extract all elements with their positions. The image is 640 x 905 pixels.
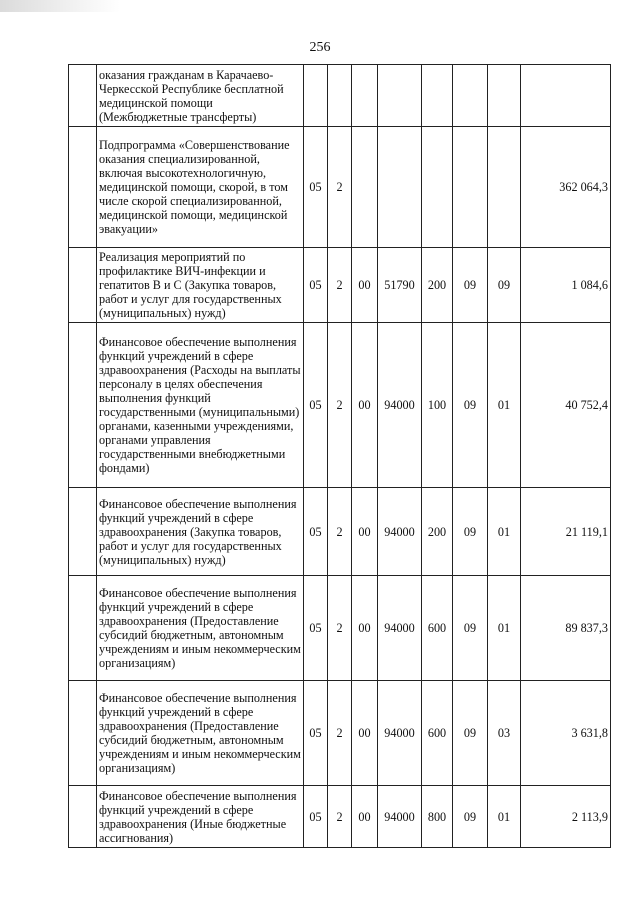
amount-cell: 21 119,1 (521, 488, 611, 576)
row-number-cell (69, 786, 97, 848)
row-name: Финансовое обеспечение выполнения функций учреждений в сфере здравоохранения (Закупка товаров, работ и услуг для государственных (муниципальных) нужд) (97, 488, 304, 576)
table-row (69, 127, 611, 248)
code-cell: 600 (422, 681, 453, 786)
amount-cell: 89 837,3 (521, 576, 611, 681)
table-row (69, 65, 611, 127)
table-row (69, 681, 611, 786)
amount-cell (521, 65, 611, 127)
row-number-cell (69, 248, 97, 323)
code-cell: 09 (453, 786, 488, 848)
code-cell (488, 65, 521, 127)
code-cell: 03 (488, 681, 521, 786)
code-cell: 05 (304, 681, 328, 786)
code-cell: 100 (422, 323, 453, 488)
row-name: Финансовое обеспечение выполнения функций учреждений в сфере здравоохранения (Предоставление субсидий бюджетным, автономным учреждениям и иным некоммерческим организациям) (97, 576, 304, 681)
budget-table (68, 64, 611, 848)
row-name: Реализация мероприятий по профилактике ВИЧ-инфекции и гепатитов В и С (Закупка товаров, работ и услуг для государственных (муниципальных) нужд) (97, 248, 304, 323)
code-cell: 94000 (378, 576, 422, 681)
row-name: оказания гражданам в Карачаево-Черкесской Республике бесплатной медицинской помощи (Межбюджетные трансферты) (97, 65, 304, 127)
page-number: 256 (309, 40, 331, 55)
code-cell: 01 (488, 786, 521, 848)
code-cell: 600 (422, 576, 453, 681)
row-name: Финансовое обеспечение выполнения функций учреждений в сфере здравоохранения (Иные бюджетные ассигнования) (97, 786, 304, 848)
table-row (69, 576, 611, 681)
code-cell: 05 (304, 488, 328, 576)
code-cell: 51790 (378, 248, 422, 323)
code-cell: 09 (453, 248, 488, 323)
scan-artifact (0, 0, 120, 12)
code-cell: 2 (328, 127, 352, 248)
code-cell: 05 (304, 576, 328, 681)
row-name: Финансовое обеспечение выполнения функций учреждений в сфере здравоохранения (Расходы на выплаты персоналу в целях обеспечения выполнения функций государственными (муниципальными) органами, казенными учреждениями, органами управления государственными внебюджетными фондами) (97, 323, 304, 488)
code-cell (378, 65, 422, 127)
code-cell (453, 127, 488, 248)
code-cell: 94000 (378, 681, 422, 786)
amount-cell: 2 113,9 (521, 786, 611, 848)
code-cell: 2 (328, 576, 352, 681)
row-number-cell (69, 576, 97, 681)
code-cell: 00 (352, 576, 378, 681)
table-row (69, 786, 611, 848)
code-cell (352, 127, 378, 248)
code-cell: 00 (352, 681, 378, 786)
code-cell: 01 (488, 488, 521, 576)
amount-cell: 1 084,6 (521, 248, 611, 323)
code-cell: 09 (453, 323, 488, 488)
amount-cell: 3 631,8 (521, 681, 611, 786)
code-cell: 09 (488, 248, 521, 323)
code-cell: 00 (352, 323, 378, 488)
code-cell: 01 (488, 576, 521, 681)
code-cell: 09 (453, 681, 488, 786)
code-cell: 200 (422, 248, 453, 323)
code-cell: 2 (328, 323, 352, 488)
amount-cell: 40 752,4 (521, 323, 611, 488)
table-row (69, 248, 611, 323)
row-name: Финансовое обеспечение выполнения функций учреждений в сфере здравоохранения (Предоставление субсидий бюджетным, автономным учреждениям и иным некоммерческим организациям) (97, 681, 304, 786)
code-cell: 01 (488, 323, 521, 488)
table-row (69, 488, 611, 576)
code-cell (352, 65, 378, 127)
code-cell (422, 127, 453, 248)
code-cell: 800 (422, 786, 453, 848)
code-cell: 94000 (378, 323, 422, 488)
code-cell: 05 (304, 248, 328, 323)
code-cell: 94000 (378, 786, 422, 848)
row-number-cell (69, 323, 97, 488)
code-cell: 09 (453, 488, 488, 576)
code-cell: 00 (352, 248, 378, 323)
code-cell: 00 (352, 488, 378, 576)
code-cell: 2 (328, 681, 352, 786)
code-cell (488, 127, 521, 248)
code-cell (328, 65, 352, 127)
row-name: Подпрограмма «Совершенствование оказания специализированной, включая высокотехнологичную, медицинской помощи, скорой, в том числе скорой специализированной, медицинской помощи, медицинской эвакуации» (97, 127, 304, 248)
code-cell: 00 (352, 786, 378, 848)
code-cell: 2 (328, 786, 352, 848)
code-cell: 2 (328, 248, 352, 323)
row-number-cell (69, 127, 97, 248)
code-cell (378, 127, 422, 248)
amount-cell: 362 064,3 (521, 127, 611, 248)
table-row (69, 323, 611, 488)
code-cell (304, 65, 328, 127)
code-cell: 94000 (378, 488, 422, 576)
code-cell: 2 (328, 488, 352, 576)
code-cell: 05 (304, 323, 328, 488)
code-cell (422, 65, 453, 127)
code-cell: 200 (422, 488, 453, 576)
code-cell: 05 (304, 127, 328, 248)
code-cell: 09 (453, 576, 488, 681)
code-cell (453, 65, 488, 127)
row-number-cell (69, 65, 97, 127)
row-number-cell (69, 681, 97, 786)
row-number-cell (69, 488, 97, 576)
code-cell: 05 (304, 786, 328, 848)
